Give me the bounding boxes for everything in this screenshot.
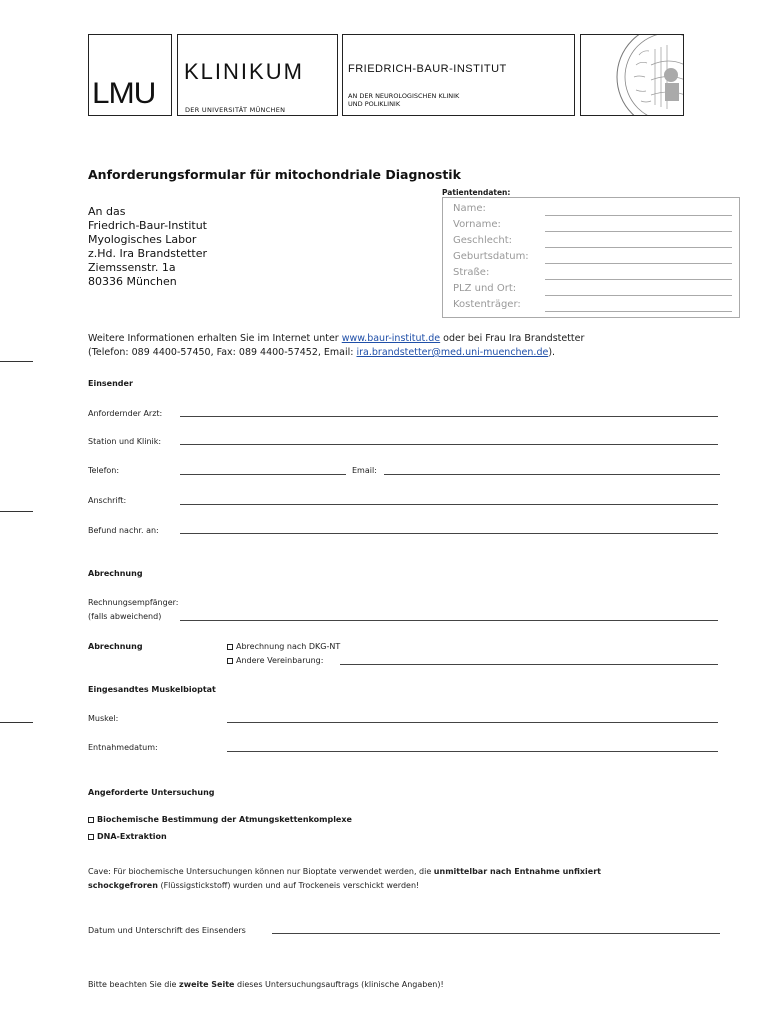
muskel-field[interactable]: [227, 722, 718, 723]
patient-data-heading: Patientendaten:: [442, 188, 511, 197]
patient-field-label: PLZ und Ort:: [453, 283, 517, 294]
info-text: oder bei Frau Ira Brandstetter: [440, 333, 585, 344]
klinikum-logo: [177, 34, 338, 116]
email-link[interactable]: ira.brandstetter@med.uni-muenchen.de: [356, 347, 549, 358]
footer-text: dieses Untersuchungsauftrags (klinische Angaben)!: [234, 980, 444, 989]
seal-icon: [581, 35, 684, 116]
befund-label: Befund nachr. an:: [88, 526, 159, 535]
institute-name: FRIEDRICH-BAUR-INSTITUT: [348, 63, 507, 75]
checkbox[interactable]: [227, 644, 233, 650]
patient-field-line[interactable]: [545, 311, 732, 312]
cave-text: Cave: Für biochemische Untersuchungen können nur Bioptate verwendet werden, die: [88, 867, 434, 876]
section-untersuchung: Angeforderte Untersuchung: [88, 788, 215, 797]
empfaenger-field[interactable]: [180, 620, 718, 621]
anschrift-label: Anschrift:: [88, 496, 127, 505]
cave-bold: schockgefroren: [88, 881, 158, 890]
lmu-logo: [88, 34, 172, 116]
address-line: Ziemssenstr. 1a: [88, 261, 176, 274]
option-label: Biochemische Bestimmung der Atmungskettenkomplexe: [97, 815, 352, 824]
cave-line-1: [88, 867, 601, 876]
footer-note: [88, 980, 444, 989]
abrechnung-option-dkg[interactable]: [227, 642, 340, 651]
option-label: Abrechnung nach DKG-NT: [236, 642, 341, 651]
signature-label: Datum und Unterschrift des Einsenders: [88, 926, 246, 935]
abrechnung-option-other[interactable]: [227, 656, 323, 665]
patient-field-label: Geburtsdatum:: [453, 251, 529, 262]
checkbox[interactable]: [88, 834, 94, 840]
fold-mark: [0, 511, 33, 512]
entnahmedatum-field[interactable]: [227, 751, 718, 752]
patient-field-label: Name:: [453, 203, 486, 214]
address-line: 80336 München: [88, 275, 177, 288]
university-seal-logo: [580, 34, 684, 116]
info-line-2: [88, 347, 555, 358]
station-label: Station und Klinik:: [88, 437, 162, 446]
patient-field-line[interactable]: [545, 279, 732, 280]
patient-field-label: Geschlecht:: [453, 235, 513, 246]
option-label: DNA-Extraktion: [97, 832, 167, 841]
fold-mark: [0, 722, 33, 723]
institute-logo: [342, 34, 575, 116]
info-text: Weitere Informationen erhalten Sie im Internet unter: [88, 333, 342, 344]
empfaenger-label: Rechnungsempfänger:: [88, 598, 179, 607]
info-line-1: [88, 333, 584, 344]
address-line: An das: [88, 205, 126, 218]
untersuchung-option-dna[interactable]: [88, 832, 167, 841]
patient-field-line[interactable]: [545, 215, 732, 216]
patient-field-line[interactable]: [545, 247, 732, 248]
signature-field[interactable]: [272, 933, 720, 934]
cave-bold: unmittelbar nach Entnahme unfixiert: [433, 867, 601, 876]
klinikum-logo-title: KLINIKUM: [184, 59, 304, 84]
arzt-label: Anfordernder Arzt:: [88, 409, 163, 418]
telefon-label: Telefon:: [88, 466, 120, 475]
checkbox[interactable]: [227, 658, 233, 664]
entnahmedatum-label: Entnahmedatum:: [88, 743, 158, 752]
patient-field-label: Kostenträger:: [453, 299, 521, 310]
other-agreement-field[interactable]: [340, 664, 718, 665]
section-einsender: Einsender: [88, 379, 133, 388]
station-field[interactable]: [180, 444, 718, 445]
info-text: (Telefon: 089 4400-57450, Fax: 089 4400-57452, Email:: [88, 347, 357, 358]
website-link[interactable]: www.baur-institut.de: [341, 333, 441, 344]
fold-mark: [0, 361, 33, 362]
institute-sub2: UND POLIKLINIK: [348, 100, 401, 108]
lmu-logo-text: LMU: [92, 77, 156, 110]
section-abrechnung: Abrechnung: [88, 569, 143, 578]
checkbox[interactable]: [88, 817, 94, 823]
patient-field-label: Vorname:: [453, 219, 501, 230]
address-line: z.Hd. Ira Brandstetter: [88, 247, 208, 260]
footer-text: Bitte beachten Sie die: [88, 980, 180, 989]
address-line: Friedrich-Baur-Institut: [88, 219, 207, 232]
telefon-field[interactable]: [180, 474, 346, 475]
email-field[interactable]: [384, 474, 720, 475]
option-label: Andere Vereinbarung:: [236, 656, 324, 665]
cave-line-2: [88, 881, 419, 890]
email-label: Email:: [352, 466, 377, 475]
institute-sub1: AN DER NEUROLOGISCHEN KLINIK: [348, 92, 460, 100]
cave-text: (Flüssigstickstoff) wurden und auf Trockeneis verschickt werden!: [157, 881, 420, 890]
page-title: Anforderungsformular für mitochondriale Diagnostik: [88, 167, 461, 182]
muskel-label: Muskel:: [88, 714, 119, 723]
patient-field-line[interactable]: [545, 295, 732, 296]
arzt-field[interactable]: [180, 416, 718, 417]
section-muskelbioptat: Eingesandtes Muskelbioptat: [88, 685, 216, 694]
patient-field-line[interactable]: [545, 263, 732, 264]
patient-field-label: Straße:: [453, 267, 490, 278]
patient-field-line[interactable]: [545, 231, 732, 232]
anschrift-field[interactable]: [180, 504, 718, 505]
befund-field[interactable]: [180, 533, 718, 534]
untersuchung-option-biochemie[interactable]: [88, 815, 352, 824]
klinikum-logo-subtitle: DER UNIVERSITÄT MÜNCHEN: [185, 106, 286, 114]
empfaenger-sublabel: (falls abweichend): [88, 612, 162, 621]
address-line: Myologisches Labor: [88, 233, 197, 246]
footer-bold: zweite Seite: [179, 980, 235, 989]
info-text: ).: [548, 347, 556, 358]
abrechnung-label: Abrechnung: [88, 642, 143, 651]
